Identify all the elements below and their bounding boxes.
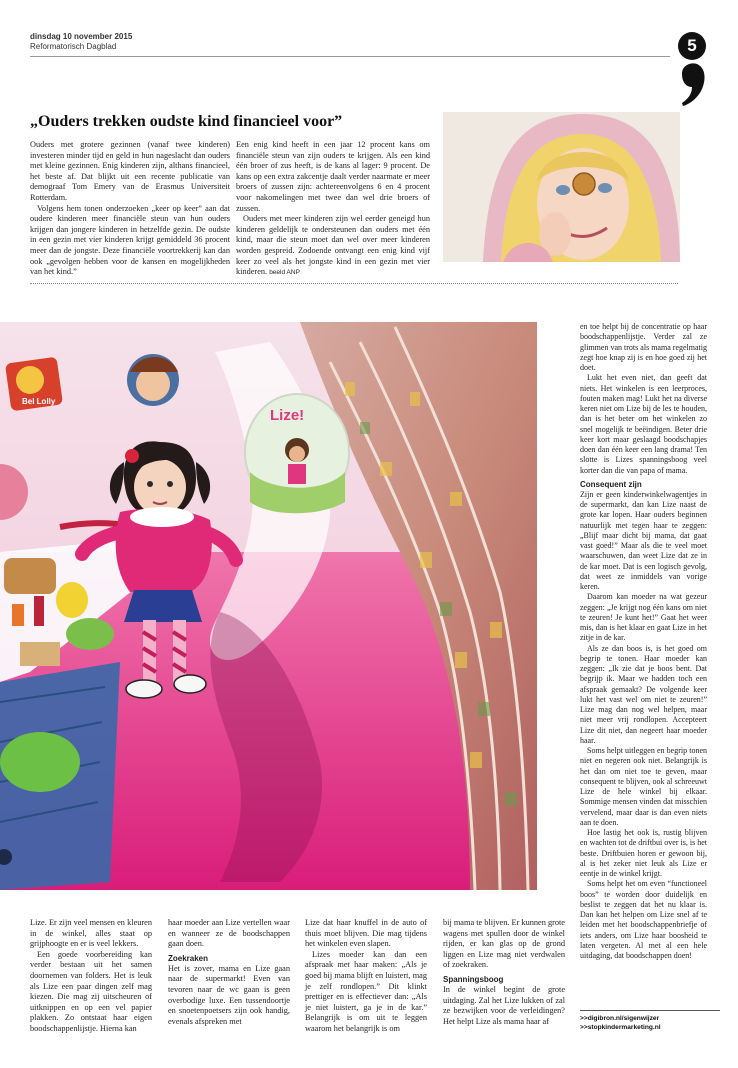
paragraph: bij mama te blijven. Er kunnen grote wagens met spullen door de winkel rijden, er kan glas op de grond liggen en Lize mag niet verdwalen of zoekraken. — [443, 918, 565, 970]
newspaper-name: Reformatorisch Dagblad — [30, 42, 117, 51]
paragraph: Soms helpt uitleggen en begrip tonen niet en negeren ook niet. Belangrijk is het dan om niet toe te geven, maar consequent te blijven, ook al schreeuwt Lize de hele winkel bij elkaar. Sommige mensen vinden dat misschien vervelend, maar daar is dan even niets aan te doen. — [580, 746, 707, 827]
comma-logo-icon — [678, 62, 708, 106]
reference-links — [580, 1010, 720, 1032]
balloon-text: Lize! — [270, 407, 305, 424]
issue-date: dinsdag 10 november 2015 — [30, 32, 133, 41]
paragraph: Soms helpt het om even “functioneel boos” te worden door duidelijk en beslist te zeggen dat het nu klaar is. Dan kan het helpen om Lize snel af te leiden met het boodschappenbriefje of iets anders, om Lize haar boosheid te laten vergeten. Al met al een hele uitdaging, dat boodschappen doen! — [580, 879, 707, 960]
paragraph: Daarom kan moeder na wat gezeur zeggen: „Je krijgt nog één kans om niet te zeuren! Je kunt het!” Gaat het weer mis, dan is het klaar en gaat Lize in het zitje in de kar. — [580, 592, 707, 643]
supermarket-illustration — [0, 322, 537, 890]
header-rule — [30, 56, 670, 57]
paragraph-text: Ouders met meer kinderen zijn wel eerder geneigd hun kinderen geldelijk te ondersteunen dan ouders met één kind, maar die steun moet dan wel over meer kinderen worden gespreid. Zodoende ontvangt een enig kind vijf keer zo veel als het jongste kind in een gezin met vier kinderen. — [236, 214, 430, 277]
article2-right-column — [580, 322, 707, 961]
child-coin-photo — [443, 112, 680, 262]
paragraph: Als ze dan boos is, is het goed om begrip te tonen. Haar moeder kan zeggen: „Ik zie dat je boos bent. Dat begrijp ik. Maar we hadden toch een afspraak gemaakt? De volgende keer lukt het vast wel om niet te zeuren!” Lize mag dan nog wel helpen, maar niet meer vrij rondlopen. Accepteert Lize dit niet, dan negeert haar moeder haar. — [580, 643, 707, 745]
article1-column-1 — [30, 140, 230, 278]
article2-bottom-column-1 — [30, 918, 152, 1035]
paragraph: Volgens hem tonen onderzoeken „keer op keer” aan dat oudere kinderen meer financiële steun van hun ouders krijgen dan jongere kinderen in hetzelfde gezin. De oudste in een gezin met vier kinderen krijgt gemiddeld 36 procent meer dan de jongste. Deze financiële voortrekkerij kan dan ook „gevolgen hebben voor de kansen en mogelijkheden van het kind.” — [30, 203, 230, 277]
article-headline: „Ouders trekken oudste kind financieel voor” — [30, 113, 343, 130]
paragraph: haar moeder aan Lize vertellen waar en wanneer ze de boodschappen gaan doen. — [168, 918, 290, 949]
section-divider — [30, 283, 678, 284]
paragraph: Lize dat haar knuffel in de auto of thuis moet blijven. Die mag tijdens het winkelen even slapen. — [305, 918, 427, 949]
paragraph: Lizes moeder kan dan een afspraak met haar maken: „Als je goed bij mama blijft en luistert, mag je zelf rondlopen.” Dit klinkt prettiger en is effectiever dan: „Als je niet luistert, ga je in de kar.” Belangrijk is om uit te leggen waarom het belangrijk is om — [305, 949, 427, 1033]
paragraph: Lize. Er zijn veel mensen en kleuren in de winkel, alles staat op grijphoogte en er is veel lekkers. — [30, 918, 152, 949]
subheading-consequent-zijn: Consequent zijn — [580, 479, 642, 489]
paragraph: en toe helpt bij de concentratie op haar boodschappenlijstje. Verder zal ze glimmen van trots als mama regelmatig zegt hoe knap zij is en hoe goed zij het doet. — [580, 322, 707, 372]
link-digibron[interactable]: >>digibron.nl/sigenwijzer — [580, 1015, 660, 1022]
article2-bottom-column-3 — [305, 918, 427, 1035]
paragraph: Hoe lastig het ook is, rustig blijven en wachten tot de driftbui over is, is het beste. Driftbuien horen er gewoon bij, al is het zeker niet leuk als Lize er eentje in de winkel krijgt. — [580, 828, 707, 878]
paragraph: Een goede voorbereiding kan verder bestaan uit het samen doornemen van folders. Het is leuk als Lize een paar dingen zelf mag kiezen. Die mag zij uitscheuren of uitknippen en op een vel papier plakken. Zo ontstaat haar eigen boodschappenlijstje. Hierna kan — [30, 949, 152, 1033]
paragraph: Lukt het even niet, dan geeft dat niets. Het winkelen is een leerproces, fouten maken mag! Lukt het na diverse keren niet om Lize bij de les te houden, dan is het beter om het winkelen zo snel mogelijk te beëindigen. Beter drie keer kort maar geslaagd boodschapjes doen dan één keer een lang drama! Ten slotte is Lizes spanningsboog veel korter dan die van papa of mama. — [580, 373, 707, 475]
subheading-spanningsboog: Spanningsboog — [443, 974, 504, 984]
photo-credit: beeld ANP — [269, 269, 300, 277]
link-stopkindermarketing[interactable]: >>stopkindermarketing.nl — [580, 1024, 661, 1031]
paragraph: Zijn er geen kinderwinkelwagentjes in de supermarkt, dan kan Lize naast de grote kar lopen. Haar ouders beginnen natuurlijk met tegen haar te zeggen: „Blijf maar dicht bij mama, dat gaat vast goed!” Maar als die te veel moet waarschuwen, dan weet Lize dat ze in de kar moet. Dat is een logisch gevolg, dat weet ze inmiddels van vorige keren. — [580, 489, 707, 591]
paragraph: Het is zover, mama en Lize gaan naar de supermarkt! Even van tevoren naar de wc gaan is geen overbodige luxe. Een tussendoortje en snoetenpoetsers zijn ook handig, evenals afspreken met — [168, 963, 290, 1026]
paragraph: In de winkel begint de grote uitdaging. Zal het Lize lukken of zal ze bezwijken voor de verleidingen? Het helpt Lize als mama haar af — [443, 984, 565, 1026]
paragraph — [236, 214, 430, 279]
article2-bottom-column-2 — [168, 918, 290, 1027]
paragraph: Een enig kind heeft in een jaar 12 procent kans om financiële steun van zijn ouders te krijgen. Als een kind één broer of zus heeft, is de kans al lager: 9 procent. De kans op een extra zakcentje daalt verder naarmate er meer broers of zussen zijn: achtereenvolgens 6 en 4 procent voor nakomelingen met twee dan wel drie broers of zussen. — [236, 140, 430, 213]
article2-bottom-column-4 — [443, 918, 565, 1027]
page-number-badge: 5 — [678, 32, 706, 60]
article1-column-2 — [236, 140, 430, 279]
candy-bag-label: Bel Lolly — [22, 397, 56, 406]
subheading-zoekraken: Zoekraken — [168, 953, 209, 963]
paragraph: Ouders met grotere gezinnen (vanaf twee kinderen) investeren minder tijd en geld in hun nageslacht dan ouders met kleine gezinnen. Enig kinderen zijn, althans financieel, het beste af. Dat blijkt uit een recente publicatie van demograaf Tom Emery van de Erasmus Universiteit Rotterdam. — [30, 140, 230, 202]
links-rule — [580, 1010, 720, 1011]
page-header — [30, 32, 132, 52]
